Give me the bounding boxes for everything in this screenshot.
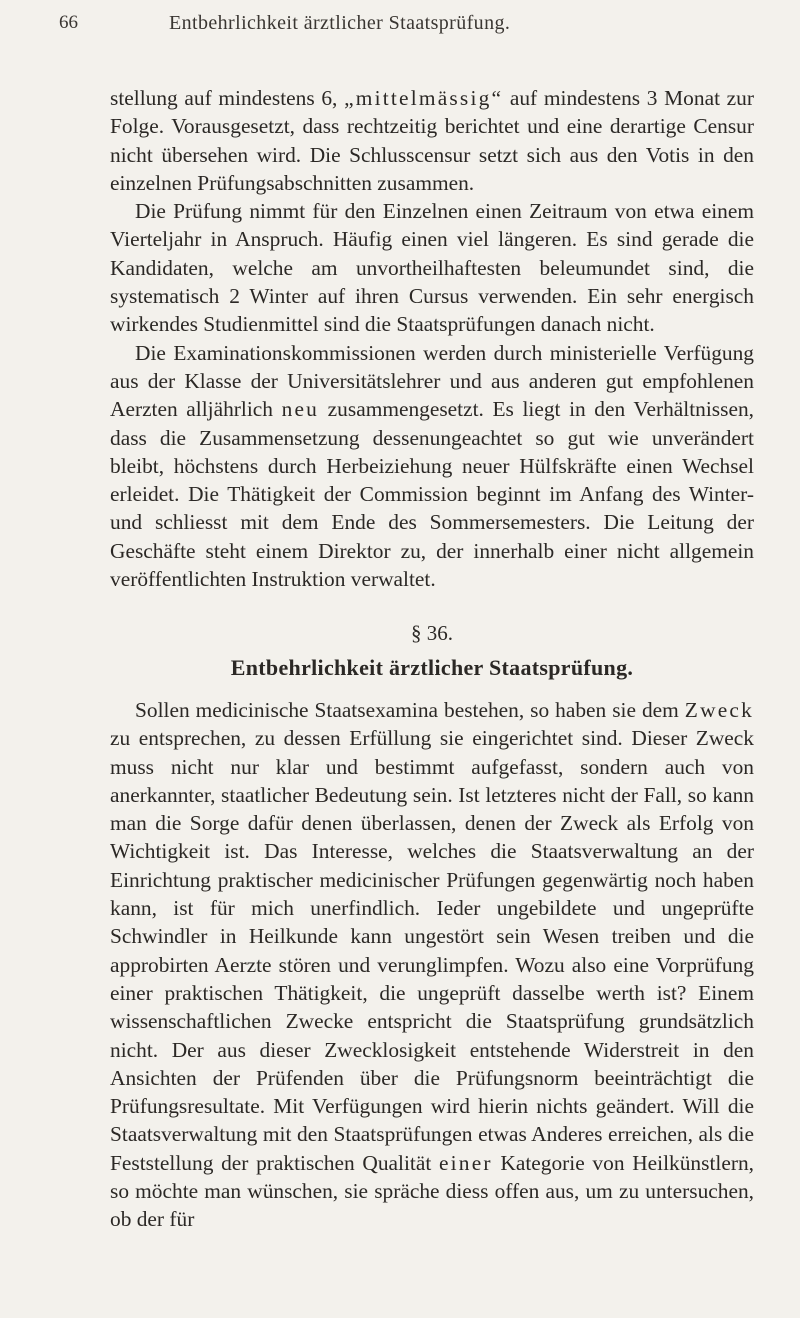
text-run: Die Examinationskommissionen werden durch ministerielle Verfügung aus der Klasse der Universitätslehrer und aus anderen gut empfohlenen Aerzten alljährlich: [110, 340, 754, 422]
text-run: Kategorie von Heilkünstlern, so möchte man wünschen, sie spräche diess offen aus, um zu untersuchen, ob der für: [110, 1150, 754, 1232]
text-run: zusammengesetzt. Es liegt in den Verhältnissen, dass die Zusammensetzung dessenungeachtet so gut wie unverändert bleibt, höchstens durch Herbeiziehung neuer Hülfskräfte einen Wechsel erleidet. Die Thätigkeit der Commission beginnt im Anfang des Winter- und schliesst mit dem Ende des Sommersemesters. Die Leitung der Geschäfte steht einem Direktor zu, der innerhalb einer nicht allgemein veröffentlichten Instruktion verwaltet.: [110, 397, 754, 592]
section-title: Entbehrlichkeit ärztlicher Staatsprüfung.: [230, 654, 634, 680]
paragraph-1: [110, 84, 754, 197]
body-text: [110, 84, 754, 1234]
running-title: Entbehrlichkeit ärztlicher Staatsprüfung.: [169, 12, 511, 34]
text-run: auf mindestens 3 Monat zur Folge. Vorausgesetzt, dass rechtzeitig berichtet und eine derartige Censur nicht übersehen wird. Die Schlusscensur setzt sich aus den Votis in den einzelnen Prüfungsabschnitten zusammen.: [110, 86, 754, 195]
text-run: Sollen medicinische Staatsexamina bestehen, so haben sie dem: [135, 697, 685, 722]
emphasis-text: neu: [281, 397, 320, 422]
emphasis-text: Zweck: [684, 697, 754, 722]
text-run: zu entsprechen, zu dessen Erfüllung sie eingerichtet sind. Dieser Zweck muss nicht nur klar und bestimmt aufgefasst, sondern auch von anerkannter, staatlicher Bedeutung sein. Ist letzteres nicht der Fall, so kann man die Sorge dafür denen überlassen, denen der Zweck als Erfolg von Wichtigkeit ist. Das Interesse, welches die Staatsverwaltung an der Einrichtung praktischer medicinischer Prüfungen gegenwärtig noch haben kann, ist für mich unerfindlich. Ieder ungebildete und ungeprüfte Schwindler in Heilkunde kann ungestört sein Wesen treiben und die approbirten Aerzte stören und verunglimpfen. Wozu also eine Vorprüfung einer praktischen Thätigkeit, die ungeprüft dasselbe werth ist? Einem wissenschaftlichen Zwecke entspricht die Staatsprüfung grundsätzlich nicht. Der aus dieser Zwecklosigkeit entstehende Widerstreit in den Ansichten der Prüfenden über die Prüfungsnorm beeinträchtigt die Prüfungsresultate. Mit Verfügungen wird hierin nichts geändert. Will die Staatsverwaltung mit den Staatsprüfungen etwas Anderes erreichen, als die Feststellung der praktischen Qualität: [110, 726, 754, 1175]
emphasis-text: einer: [438, 1150, 493, 1175]
paragraph-3: [110, 339, 754, 594]
section-number: § 36.: [411, 621, 453, 646]
paragraph-4: [110, 696, 754, 1234]
emphasis-text: „mittelmässig“: [344, 86, 504, 110]
text-run: stellung auf mindestens 6,: [110, 86, 345, 110]
paragraph-2: Die Prüfung nimmt für den Einzelnen einen Zeitraum von etwa einem Vierteljahr in Anspruch. Häufig einen viel längeren. Es sind gerade die Kandidaten, welche am unvortheilhaftesten beleumundet sind, die systematisch 2 Winter auf ihren Cursus verwenden. Ein sehr energisch wirkendes Studienmittel sind die Staatsprüfungen danach nicht.: [110, 199, 754, 337]
running-header: [59, 12, 760, 42]
page-number: 66: [59, 12, 78, 33]
